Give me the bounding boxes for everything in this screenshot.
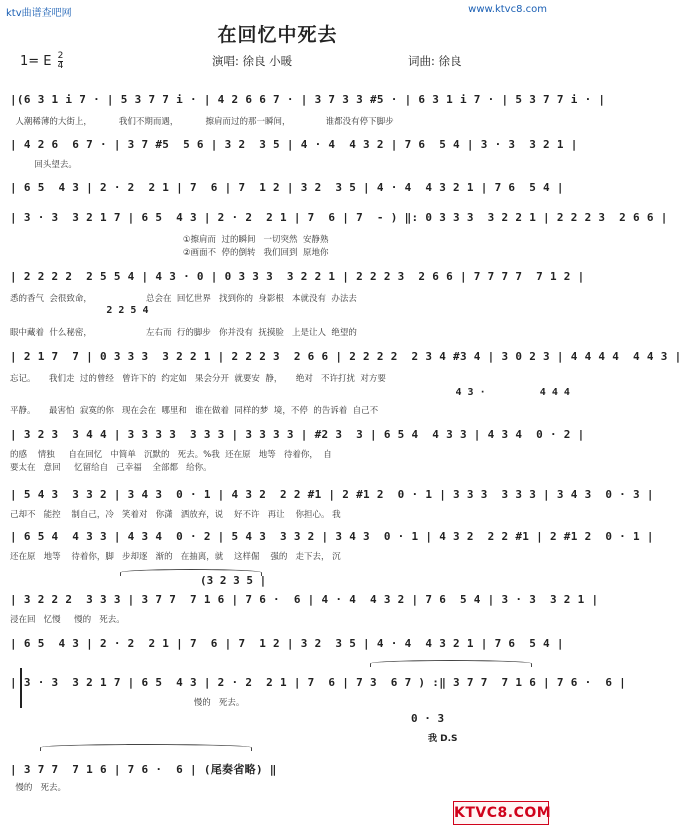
- lyric-line: 还在原 地等 待着你，脚 步却逐 渐的 在抽离，就 这样倔 强的 走下去， 沉: [10, 552, 341, 562]
- melody-line: | 6 5 4 3 | 2 · 2 2 1 | 7 6 | 7 1 2 | 3 2 3 5 | 4 · 4 4 3 2 1 | 7 6 5 4 |: [10, 181, 564, 194]
- singer-credit: 演唱: 徐良 小暖: [212, 54, 293, 68]
- melody-variant: 4 3 · 4 4 4: [10, 387, 570, 398]
- melody-line: |(6 3 1 i 7 · | 5 3 7 7 i · | 4 2 6 6 7 · | 3 7 3 3 #5 · | 6 3 1 i 7 · | 5 3 7 7 i · |: [10, 93, 606, 106]
- melody-line: | 5 4 3 3 3 2 | 3 4 3 0 · 1 | 4 3 2 2 2 #1 | 2 #1 2 0 · 1 | 3 3 3 3 3 3 | 3 4 3 0 · 3 |: [10, 488, 654, 501]
- melody-line: | 3 · 3 3 2 1 7 | 6 5 4 3 | 2 · 2 2 1 | 7 6 | 7 - ) ‖: 0 3 3 3 3 2 2 1 | 2 2 2 3 2 6 6 |: [10, 211, 668, 224]
- volta-arc: [370, 660, 532, 667]
- site-logo-badge: KTVC8.COM: [453, 801, 549, 825]
- lyric-line: 慢的 死去。: [10, 783, 67, 793]
- lyric-line: 人潮稀薄的大街上， 我们不期而遇， 擦肩而过的那一瞬间， 谁都没有停下脚步: [10, 117, 394, 127]
- lyric-line: 慢的 死去。: [10, 698, 245, 708]
- melody-variant: 2 2 5 4: [10, 305, 149, 316]
- melody-line: | 4 2 6 6 7 · | 3 7 #5 5 6 | 3 2 3 5 | 4 · 4 4 3 2 | 7 6 5 4 | 3 · 3 3 2 1 |: [10, 138, 578, 151]
- ending-arc: [40, 744, 252, 751]
- melody-line: | 3 2 3 3 4 4 | 3 3 3 3 3 3 3 | 3 3 3 3 | #2 3 3 | 6 5 4 4 3 3 | 4 3 4 0 · 2 |: [10, 428, 585, 441]
- melody-line: | 6 5 4 3 | 2 · 2 2 1 | 7 6 | 7 1 2 | 3 2 3 5 | 4 · 4 4 3 2 1 | 7 6 5 4 |: [10, 637, 564, 650]
- song-title: 在回忆中死去: [217, 24, 338, 46]
- melody-line: | 3 · 3 3 2 1 7 | 6 5 4 3 | 2 · 2 2 1 | 7 6 | 7 3 6 7 ) :‖ 3 7 7 7 1 6 | 7 6 · 6 |: [10, 676, 627, 689]
- lyric-line-verse-1: ①擦肩而 过的瞬间 一切突然 安静熟: [10, 235, 329, 245]
- lyric-line-verse-2: 要太在 意回 忆留给自 己幸福 全部都 给你。: [10, 463, 212, 473]
- key-label: 1= E: [20, 54, 52, 69]
- lyric-line: 回头望去。: [10, 160, 77, 170]
- watermark-right: www.ktvc8.com: [468, 4, 547, 15]
- melody-line: | 3 7 7 7 1 6 | 7 6 · 6 | (尾奏省略) ‖: [10, 763, 277, 776]
- lyric-line: 浸在回 忆慢 慢的 死去。: [10, 615, 125, 625]
- lyric-line-verse-1: 悉的香气 会很致命， 总会在 回忆世界 找到你的 身影根 本就没有 办法去: [10, 294, 357, 304]
- ds-label: 我 D.S: [428, 734, 458, 744]
- watermark-left: ktv曲谱查吧网: [6, 8, 72, 19]
- time-numerator: 2: [57, 51, 64, 61]
- melody-line: | 2 1 7 7 | 0 3 3 3 3 2 2 1 | 2 2 2 3 2 6 6 | 2 2 2 2 2 3 4 #3 4 | 3 0 2 3 | 4 4 4 4 4 4 3 |: [10, 350, 682, 363]
- melody-line: | 3 2 2 2 3 3 3 | 3 7 7 7 1 6 | 7 6 · 6 | 4 · 4 4 3 2 | 7 6 5 4 | 3 · 3 3 2 1 |: [10, 593, 599, 606]
- insert-notes: (3 2 3 5 |: [200, 574, 267, 587]
- lyric-line: 己却不 能控 制自己，冷 笑着对 你潇 洒放弃，说 好不许 再让 你担心。 我: [10, 510, 341, 520]
- time-denominator: 4: [57, 61, 64, 71]
- ds-notes: 0 · 3: [411, 712, 445, 725]
- melody-line: | 2 2 2 2 2 5 5 4 | 4 3 · 0 | 0 3 3 3 3 2 2 1 | 2 2 2 3 2 6 6 | 7 7 7 7 7 1 2 |: [10, 270, 585, 283]
- lyric-line-verse-1: 的感 情独 自在回忆 中简单 沉默的 死去。%我 还在原 地等 待着你， 自: [10, 450, 332, 460]
- tie-arc: [120, 569, 262, 576]
- lyric-line-verse-2: 平静。 最害怕 寂寞的你 现在会在 哪里和 谁在做着 同样的梦 境，不停 的告诉着 自己不: [10, 406, 379, 416]
- lyric-line-verse-1: 忘记。 我们走 过的曾经 曾许下的 约定如 果会分开 就要安 静， 绝对 不许打扰 对方要: [10, 374, 386, 384]
- time-signature: [58, 52, 64, 71]
- melody-line: | 6 5 4 4 3 3 | 4 3 4 0 · 2 | 5 4 3 3 3 2 | 3 4 3 0 · 1 | 4 3 2 2 2 #1 | 2 #1 2 0 · 1 |: [10, 530, 654, 543]
- writer-credit: 词曲: 徐良: [408, 54, 462, 68]
- key-signature: [20, 52, 63, 71]
- lyric-line-verse-2: ②画面不 停的倒转 我们回到 原地你: [10, 248, 329, 258]
- lyric-line-verse-2: 眼中藏着 什么秘密， 左右而 行的脚步 你并没有 抚摸脸 上是让人 绝望的: [10, 328, 357, 338]
